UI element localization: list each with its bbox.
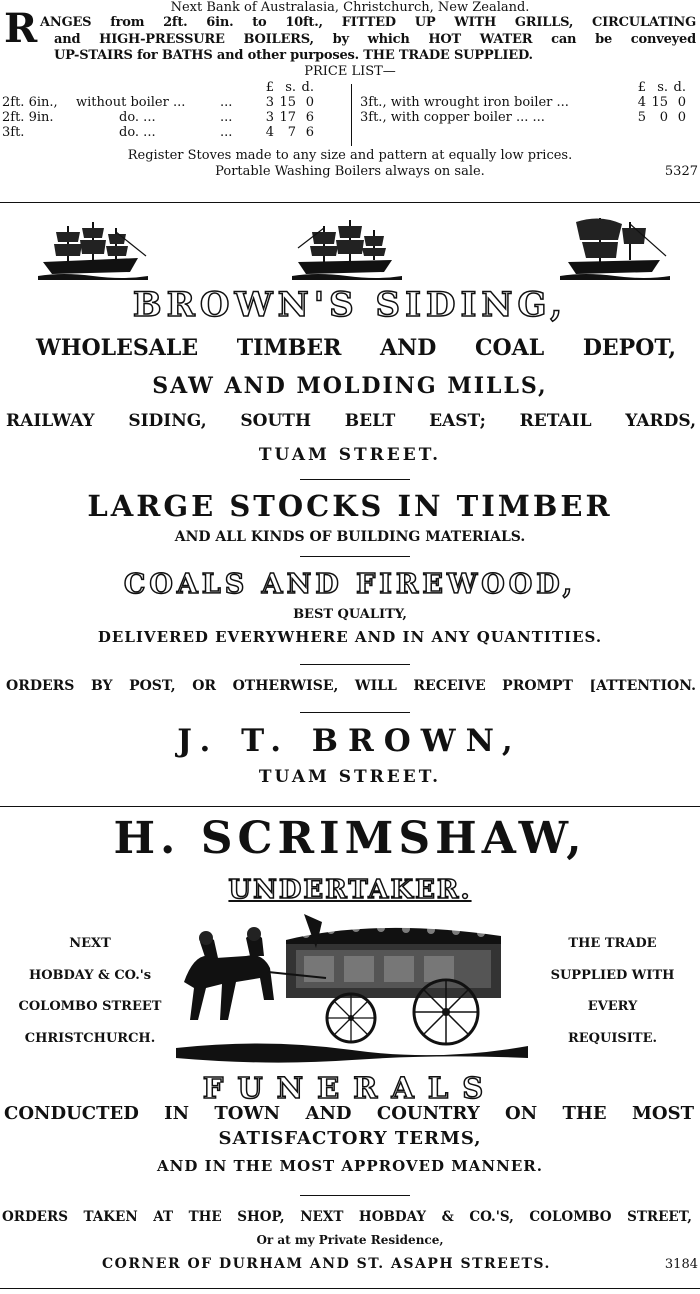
pence-header: d.	[301, 80, 314, 95]
scrimshaw-left-column	[0, 928, 180, 1054]
price-row: 3ft., with copper boiler ... ... 5 0 0	[360, 110, 686, 125]
price-table-left	[0, 80, 316, 140]
scrimshaw-subtitle: UNDERTAKER.	[228, 875, 472, 905]
left-col-line: NEXT	[69, 936, 111, 951]
residence-line: Or at my Private Residence,	[256, 1233, 444, 1247]
funerals-heading: FUNERALS	[202, 1071, 498, 1105]
price-row: 2ft. 9in. do. ... ... 3 17 6	[2, 110, 314, 125]
terms-line: SATISFACTORY TERMS,	[218, 1128, 482, 1149]
shilling-header: s.	[285, 80, 296, 95]
right-col-line: REQUISITE.	[567, 1030, 658, 1046]
left-col-line: COLOMBO STREET	[18, 999, 162, 1014]
pound-header: £	[265, 80, 274, 95]
manner-line: AND IN THE MOST APPROVED MANNER.	[157, 1157, 543, 1175]
price-row: 2ft. 6in., without boiler ... ... 3 15 0	[2, 95, 314, 110]
proprietor-address: TUAM STREET.	[258, 767, 442, 787]
short-divider	[300, 1195, 410, 1196]
short-divider	[300, 712, 410, 713]
stocks-sub: AND ALL KINDS OF BUILDING MATERIALS.	[174, 529, 526, 545]
portable-boilers-line: Portable Washing Boilers always on sale.	[215, 164, 485, 179]
ranges-line-3: UP-STAIRS for BATHS and other purposes. THE TRADE SUPPLIED.	[54, 48, 533, 63]
ship-icon	[38, 218, 148, 280]
ranges-line-2: and HIGH-PRESSURE BOILERS, by which HOT WATER can be conveyed	[54, 32, 696, 47]
ranges-drop-cap: R	[4, 5, 38, 52]
left-col-line: CHRISTCHURCH.	[24, 1030, 156, 1046]
browns-orders-line: ORDERS BY POST, OR OTHERWISE, WILL RECEIVE PROMPT [ATTENTION.	[6, 678, 696, 694]
price-table-divider	[351, 84, 352, 146]
scrimshaw-orders-line: ORDERS TAKEN AT THE SHOP, NEXT HOBDAY & CO.'S, COLOMBO STREET,	[2, 1209, 692, 1225]
divider	[0, 806, 700, 807]
scrimshaw-title: H. SCRIMSHAW,	[113, 813, 587, 864]
left-col-line: HOBDAY & CO.'s	[28, 967, 152, 983]
price-table-right: £ s. d. 3ft., with wrought iron boiler ... 4 15 0 3ft., with copper boiler ... ... 5 0 0	[360, 80, 686, 125]
browns-line-1: WHOLESALE TIMBER AND COAL DEPOT,	[36, 335, 676, 361]
register-stoves-line: Register Stoves made to any size and pattern at equally low prices.	[127, 148, 573, 163]
right-col-line: SUPPLIED WITH	[550, 967, 675, 983]
hearse-illustration	[176, 908, 528, 1068]
browns-title: BROWN'S SIDING,	[132, 285, 568, 325]
ship-icon	[560, 214, 670, 280]
scrimshaw-ad-number: 3184	[664, 1257, 698, 1272]
short-divider	[300, 664, 410, 665]
price-row: 3ft., with wrought iron boiler ... 4 15 0	[360, 95, 686, 110]
coals-heading: COALS AND FIREWOOD,	[123, 569, 577, 600]
right-col-line: EVERY	[587, 999, 638, 1014]
right-col-line: THE TRADE	[568, 936, 657, 951]
divider	[0, 202, 700, 203]
coals-quality: BEST QUALITY,	[293, 607, 407, 622]
browns-line-3: RAILWAY SIDING, SOUTH BELT EAST; RETAIL YARDS,	[6, 411, 696, 431]
short-divider	[300, 556, 410, 557]
corner-line: CORNER OF DURHAM AND ST. ASAPH STREETS.	[102, 1256, 551, 1272]
divider	[0, 1288, 700, 1289]
conducted-line: CONDUCTED IN TOWN AND COUNTRY ON THE MOST	[4, 1103, 694, 1124]
short-divider	[300, 479, 410, 480]
scrimshaw-right-column	[525, 928, 700, 1054]
ranges-line-1: ANGES from 2ft. 6in. to 10ft., FITTED UP WITH GRILLS, CIRCULATING	[40, 15, 696, 30]
coals-delivery: DELIVERED EVERYWHERE AND IN ANY QUANTITIES.	[97, 628, 603, 646]
ranges-ad-number: 5327	[664, 164, 698, 179]
price-list-heading: PRICE LIST—	[304, 64, 396, 79]
ship-icon	[292, 218, 402, 280]
browns-line-4: TUAM STREET.	[258, 445, 442, 465]
browns-line-2: SAW AND MOLDING MILLS,	[152, 373, 548, 399]
ranges-top-line: Next Bank of Australasia, Christchurch, New Zealand.	[170, 0, 530, 15]
stocks-heading: LARGE STOCKS IN TIMBER	[87, 489, 613, 523]
price-row: 3ft. do. ... ... 4 7 6	[2, 125, 314, 140]
proprietor-name: J. T. BROWN,	[177, 723, 523, 759]
